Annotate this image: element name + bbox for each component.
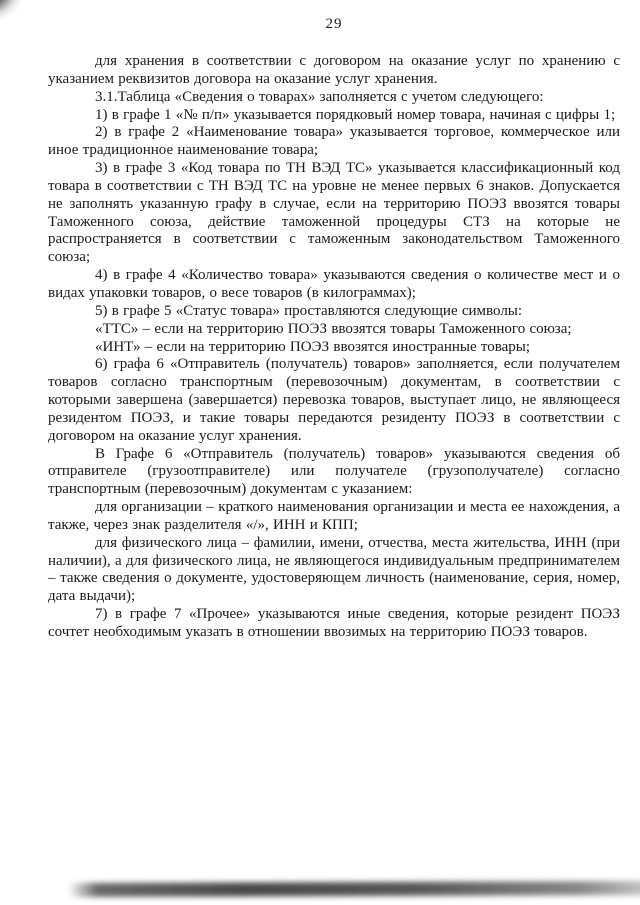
paragraph: 6) графа 6 «Отправитель (получатель) товаров» заполняется, если получателем товаров согласно транспортным (перевозочным) документам, в соответствии с которыми завершена (завершается) перевозка товаров, выступает лицо, не являющееся резидентом ПОЭЗ, и такие товары передаются резиденту ПОЭЗ в соответствии с договором на оказание услуг хранения. xyxy=(48,356,620,444)
scan-artifact-top-left xyxy=(0,0,22,20)
paragraph: для хранения в соответствии с договором на оказание услуг по хранению с указанием реквизитов договора на оказание услуг хранения. xyxy=(48,53,620,87)
document-body xyxy=(48,53,620,642)
paragraph: для физического лица – фамилии, имени, отчества, места жительства, ИНН (при наличии), а для физического лица, не являющегося индивидуальным предпринимателем – также сведения о документе, удостоверяющем личность (наименование, серия, номер, дата выдачи); xyxy=(48,534,620,605)
paragraph: «ТТС» – если на территорию ПОЭЗ ввозятся товары Таможенного союза; xyxy=(95,320,572,337)
paragraph: «ИНТ» – если на территорию ПОЭЗ ввозятся иностранные товары; xyxy=(95,338,531,355)
paragraph: 3) в графе 3 «Код товара по ТН ВЭД ТС» указывается классификационный код товара в соответствии с ТН ВЭД ТС на уровне не менее первых 6 знаков. Допускается не заполнять указанную графу в случае, если на территорию ПОЭЗ ввозятся товары Таможенного союза, действие таможенной процедуры СТЗ на которые не распространяется в соответствии с таможенным законодательством Таможенного союза; xyxy=(48,160,620,266)
scan-artifact-bottom-edge xyxy=(68,881,640,897)
paragraph: 4) в графе 4 «Количество товара» указываются сведения о количестве мест и о видах упаковки товаров, о весе товаров (в килограммах); xyxy=(48,267,620,301)
paragraph: 1) в графе 1 «№ п/п» указывается порядковый номер товара, начиная с цифры 1; xyxy=(95,106,616,123)
paragraph: 3.1.Таблица «Сведения о товарах» заполняется с учетом следующего: xyxy=(95,88,544,105)
paragraph: 7) в графе 7 «Прочее» указываются иные сведения, которые резидент ПОЭЗ сочтет необходимым указать в отношении ввозимых на территорию ПОЭЗ товаров. xyxy=(48,606,620,640)
paragraph: для организации – краткого наименования организации и места ее нахождения, а также, через знак разделителя «/», ИНН и КПП; xyxy=(48,499,620,533)
paragraph: 2) в графе 2 «Наименование товара» указывается торговое, коммерческое или иное традиционное наименование товара; xyxy=(48,124,620,159)
paragraph: 5) в графе 5 «Статус товара» проставляются следующие символы: xyxy=(95,302,523,319)
page-number: 29 xyxy=(325,16,343,32)
paragraph: В Графе 6 «Отправитель (получатель) товаров» указываются сведения об отправителе (грузоотправителе) или получателе (грузополучателе) согласно транспортным (перевозочным) документам с указанием: xyxy=(48,445,620,498)
